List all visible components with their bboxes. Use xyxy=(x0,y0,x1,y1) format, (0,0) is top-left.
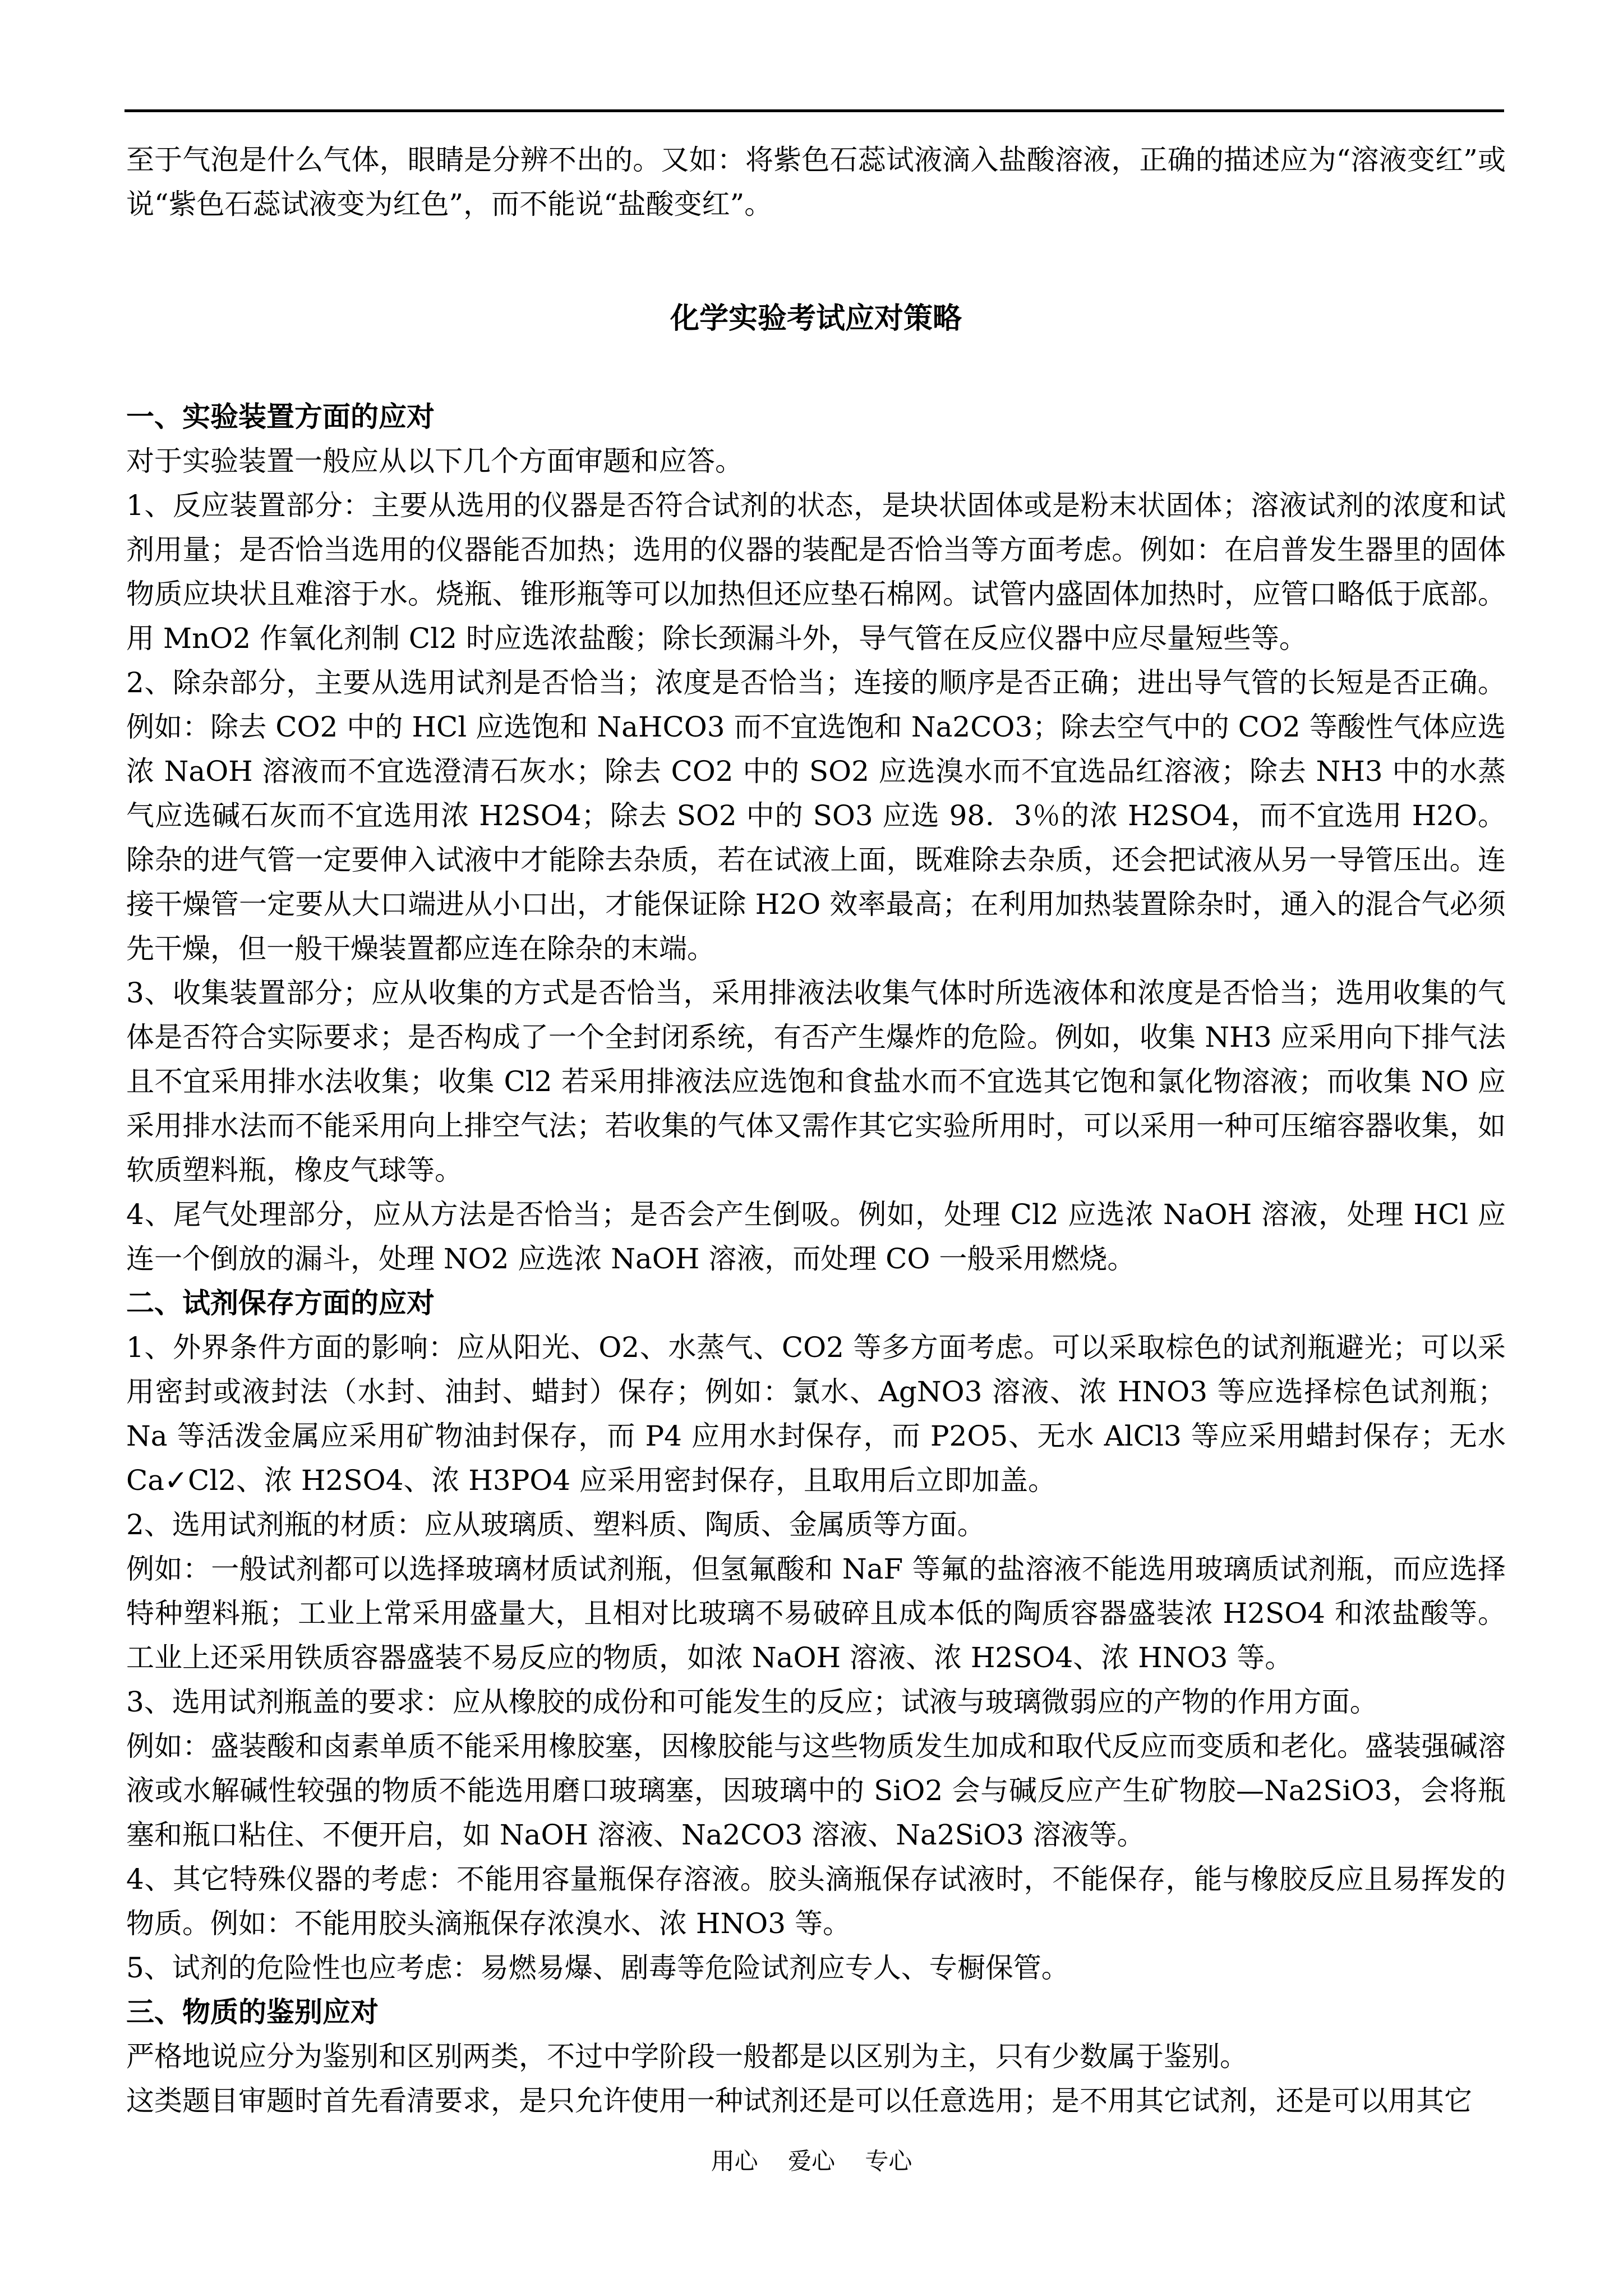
section-1-paragraph: 2、除杂部分，主要从选用试剂是否恰当；浓度是否恰当；连接的顺序是否正确；进出导气管的长短是否正确。例如：除去 CO2 中的 HCl 应选饱和 NaHCO3 而不宜选饱和 Na2CO3；除去空气中的 CO2 等酸性气体应选浓 NaOH 溶液而不宜选澄清石灰水；除去 CO2 中的 SO2 应选溴水而不宜选品红溶液；除去 NH3 中的水蒸气应选碱石灰而不宜选用浓 H2SO4；除去 SO2 中的 SO3 应选 98．3％的浓 H2SO4，而不宜选用 H2O。除杂的进气管一定要伸入试液中才能除去杂质，若在试液上面，既难除去杂质，还会把试液从另一导管压出。连接干燥管一定要从大口端进从小口出，才能保证除 H2O 效率最高；在利用加热装置除杂时，通入的混合气必须先干燥，但一般干燥装置都应连在除杂的末端。 xyxy=(126,666,1506,965)
page-footer: 用心 爱心 专心 xyxy=(711,2147,912,2175)
section-2-paragraph: 例如：一般试剂都可以选择玻璃材质试剂瓶，但氢氟酸和 NaF 等氟的盐溶液不能选用玻璃质试剂瓶，而应选择特种塑料瓶；工业上常采用盛量大，且相对比玻璃不易破碎且成本低的陶质容器盛装浓 H2SO4 和浓盐酸等。工业上还采用铁质容器盛装不易反应的物质，如浓 NaOH 溶液、浓 H2SO4、浓 HNO3 等。 xyxy=(126,1553,1506,1674)
section-1-paragraph: 1、反应装置部分：主要从选用的仪器是否符合试剂的状态，是块状固体或是粉末状固体；溶液试剂的浓度和试剂用量；是否恰当选用的仪器能否加热；选用的仪器的装配是否恰当等方面考虑。例如：在启普发生器里的固体物质应块状且难溶于水。烧瓶、锥形瓶等可以加热但还应垫石棉网。试管内盛固体加热时，应管口略低于底部。用 MnO2 作氧化剂制 Cl2 时应选浓盐酸；除长颈漏斗外，导气管在反应仪器中应尽量短些等。 xyxy=(126,489,1506,655)
section-heading-3: 三、物质的鉴别应对 xyxy=(126,1996,379,2028)
section-1-paragraph: 4、尾气处理部分，应从方法是否恰当；是否会产生倒吸。例如，处理 Cl2 应选浓 NaOH 溶液，处理 HCl 应连一个倒放的漏斗，处理 NO2 应选浓 NaOH 溶液，而处理 CO 一般采用燃烧。 xyxy=(126,1198,1506,1275)
header-rule xyxy=(125,109,1504,112)
section-heading-1: 一、实验装置方面的应对 xyxy=(126,401,435,433)
intro-paragraph: 至于气泡是什么气体，眼睛是分辨不出的。又如：将紫色石蕊试液滴入盐酸溶液，正确的描述应为“溶液变红”或说“紫色石蕊试液变为红色”，而不能说“盐酸变红”。 xyxy=(126,144,1506,220)
document-body xyxy=(126,138,1506,2123)
section-1-paragraph: 对于实验装置一般应从以下几个方面审题和应答。 xyxy=(126,445,743,477)
document-title: 化学实验考试应对策略 xyxy=(670,302,962,335)
section-2-paragraph: 1、外界条件方面的影响：应从阳光、O2、水蒸气、CO2 等多方面考虑。可以采取棕色的试剂瓶避光；可以采用密封或液封法（水封、油封、蜡封）保存；例如：氯水、AgNO3 溶液、浓 HNO3 等应选择棕色试剂瓶；Na 等活泼金属应采用矿物油封保存，而 P4 应用水封保存，而 P2O5、无水 AlCl3 等应采用蜡封保存；无水 Ca✓Cl2、浓 H2SO4、浓 H3PO4 应采用密封保存，且取用后立即加盖。 xyxy=(126,1331,1506,1497)
section-2-paragraph: 5、试剂的危险性也应考虑：易燃易爆、剧毒等危险试剂应专人、专橱保管。 xyxy=(126,1952,1069,1984)
section-3-paragraph: 严格地说应分为鉴别和区别两类，不过中学阶段一般都是以区别为主，只有少数属于鉴别。 xyxy=(126,2040,1248,2073)
section-2-paragraph: 2、选用试剂瓶的材质：应从玻璃质、塑料质、陶质、金属质等方面。 xyxy=(126,1508,985,1541)
section-heading-2: 二、试剂保存方面的应对 xyxy=(126,1287,435,1319)
section-2-paragraph: 例如：盛装酸和卤素单质不能采用橡胶塞，因橡胶能与这些物质发生加成和取代反应而变质和老化。盛装强碱溶液或水解碱性较强的物质不能选用磨口玻璃塞，因玻璃中的 SiO2 会与碱反应产生矿物胶—Na2SiO3，会将瓶塞和瓶口粘住、不便开启，如 NaOH 溶液、Na2CO3 溶液、Na2SiO3 溶液等。 xyxy=(126,1730,1506,1851)
section-1-paragraph: 3、收集装置部分；应从收集的方式是否恰当，采用排液法收集气体时所选液体和浓度是否恰当；选用收集的气体是否符合实际要求；是否构成了一个全封闭系统，有否产生爆炸的危险。例如，收集 NH3 应采用向下排气法且不宜采用排水法收集；收集 Cl2 若采用排液法应选饱和食盐水而不宜选其它饱和氯化物溶液；而收集 NO 应采用排水法而不能采用向上排空气法；若收集的气体又需作其它实验所用时，可以采用一种可压缩容器收集，如软质塑料瓶，橡皮气球等。 xyxy=(126,977,1506,1186)
section-3-paragraph: 这类题目审题时首先看清要求，是只允许使用一种试剂还是可以任意选用；是不用其它试剂，还是可以用其它 xyxy=(126,2085,1472,2117)
section-2-paragraph: 4、其它特殊仪器的考虑：不能用容量瓶保存溶液。胶头滴瓶保存试液时，不能保存，能与橡胶反应且易挥发的物质。例如：不能用胶头滴瓶保存浓溴水、浓 HNO3 等。 xyxy=(126,1863,1506,1940)
section-2-paragraph: 3、选用试剂瓶盖的要求：应从橡胶的成份和可能发生的反应；试液与玻璃微弱应的产物的作用方面。 xyxy=(126,1686,1378,1718)
